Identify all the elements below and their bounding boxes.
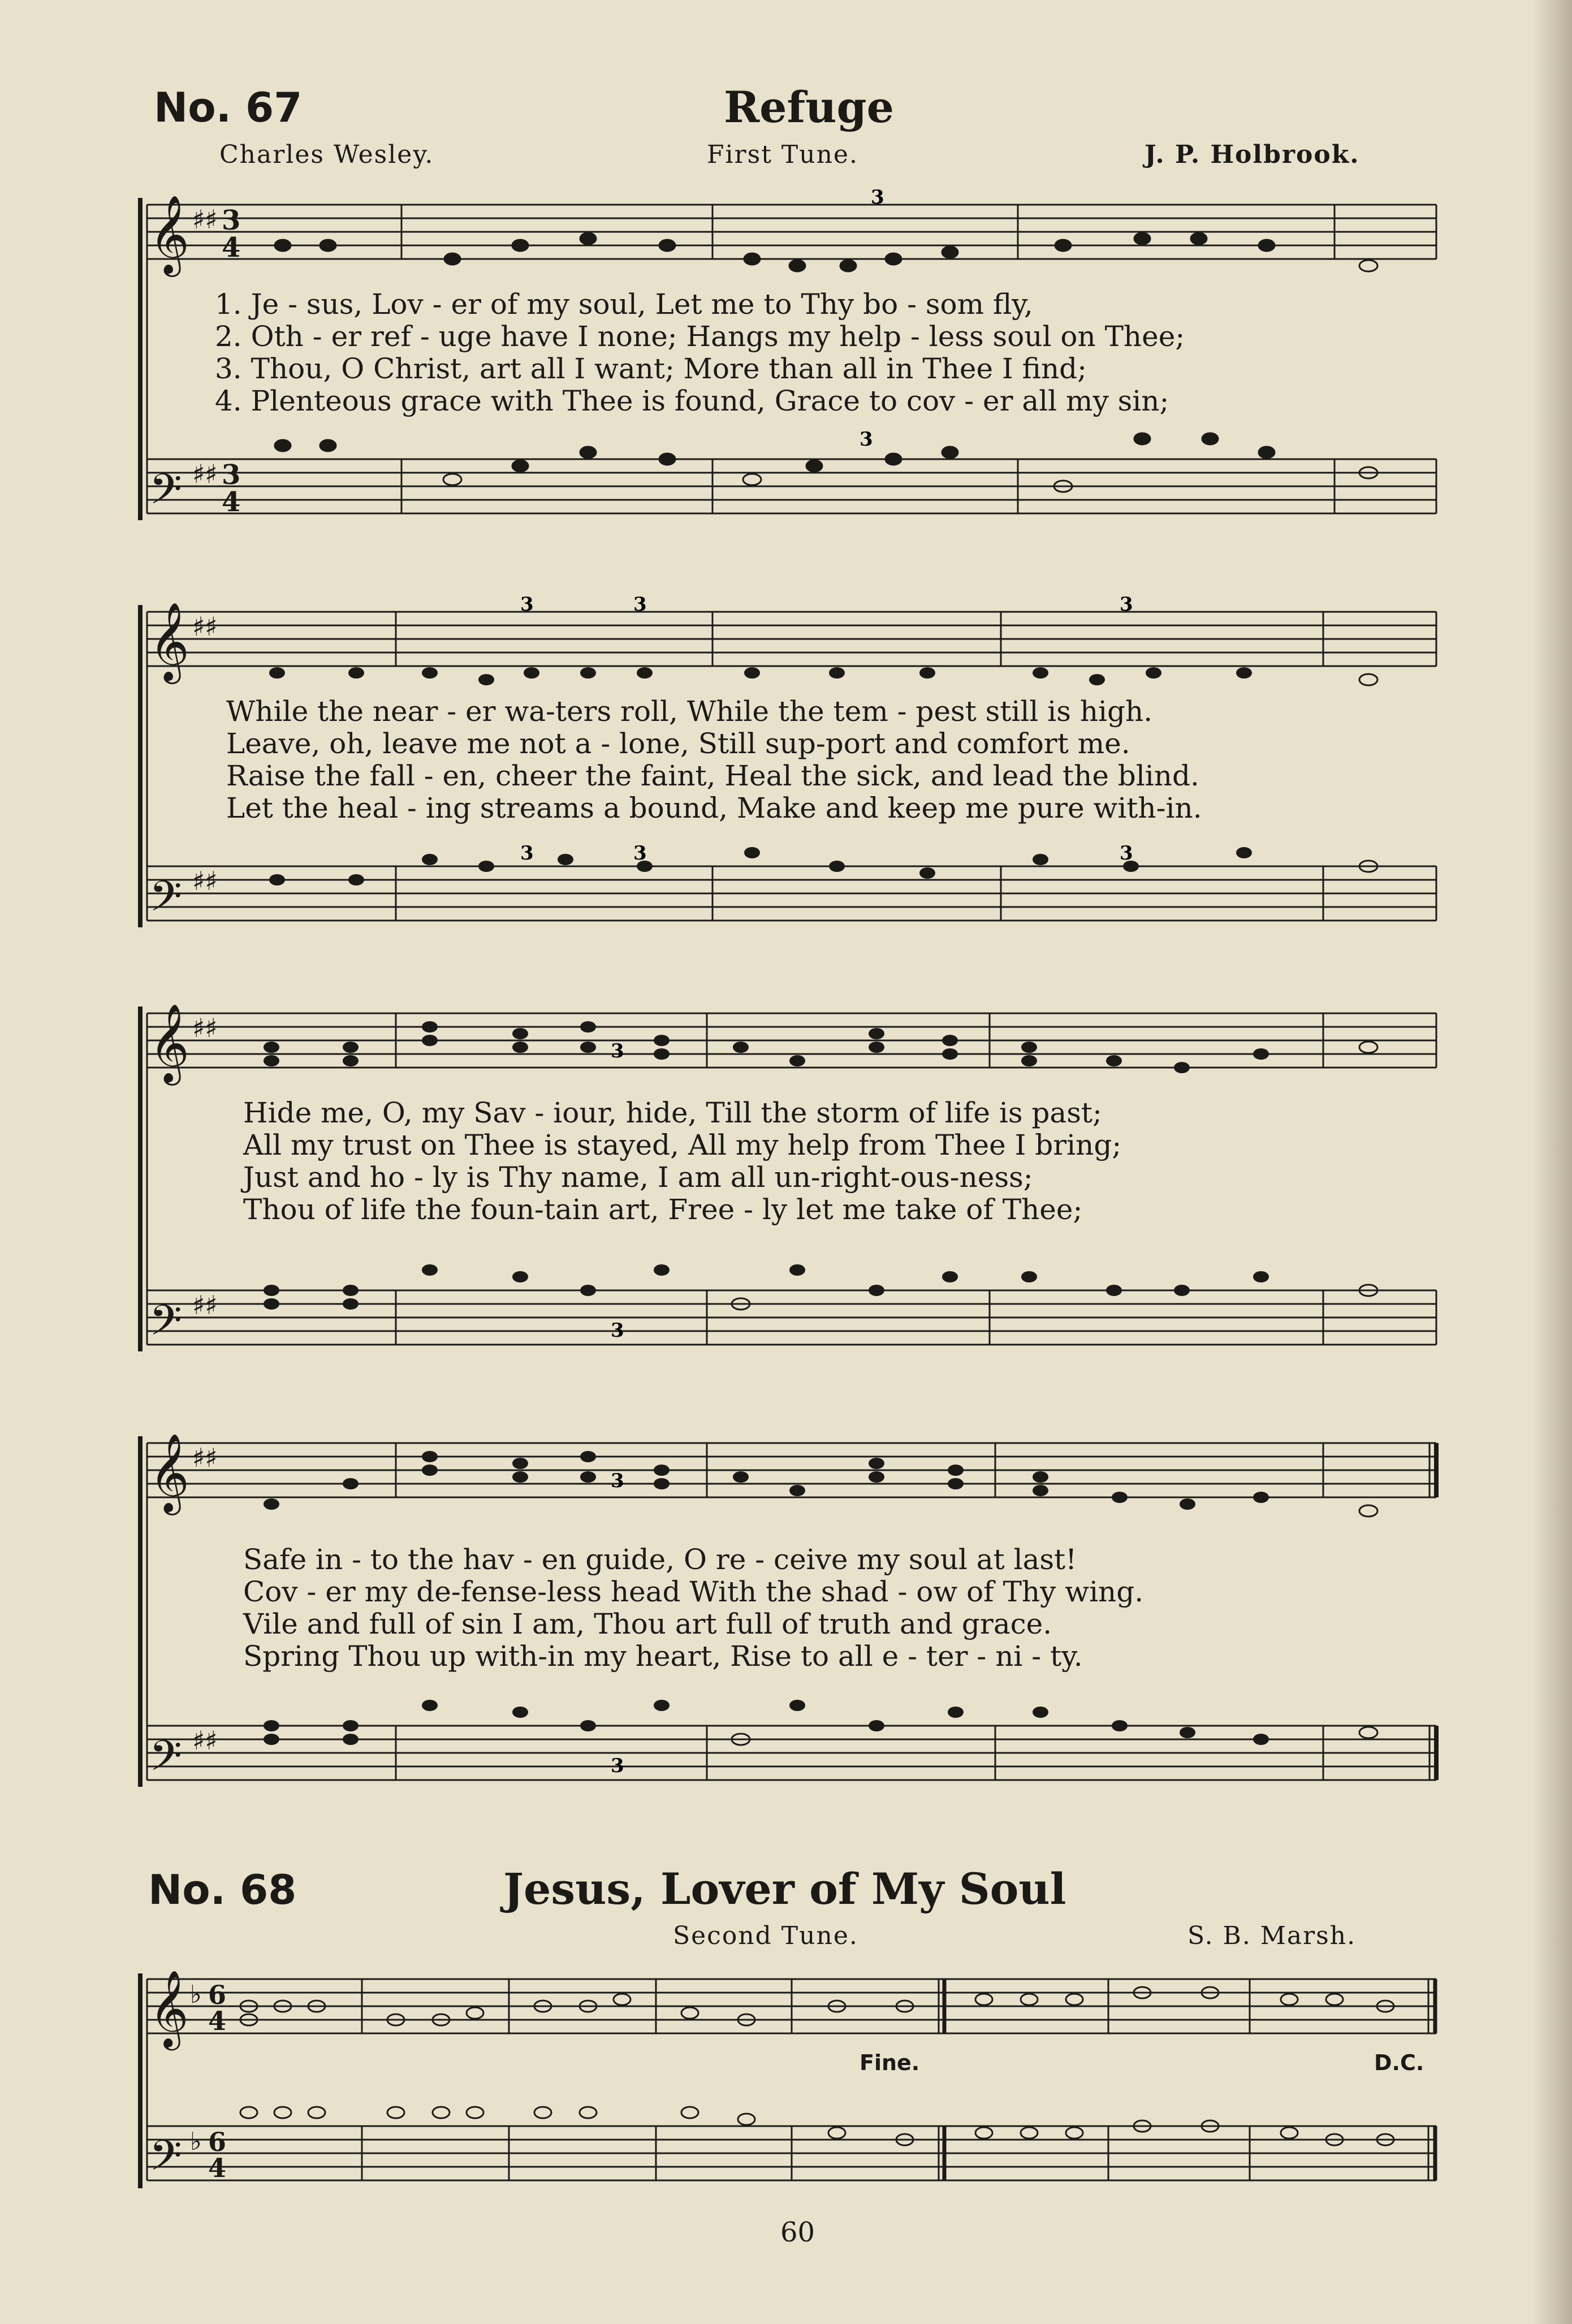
svg-text:𝄢: 𝄢 [149,465,182,524]
system-2-verse-4: Let the heal - ing streams a bound, Make and keep me pure with-in. [226,792,1202,824]
svg-text:3: 3 [633,842,647,865]
fine-marking: Fine. [860,2050,920,2075]
svg-text:3: 3 [860,428,873,451]
svg-text:𝄢: 𝄢 [149,872,182,931]
system-3-verse-1: Hide me, O, my Sav - iour, hide, Till the storm of life is past; [243,1096,1102,1129]
hymn-68-composer: S. B. Marsh. [1187,1921,1357,1950]
svg-text:6: 6 [208,2127,227,2157]
svg-text:♭: ♭ [190,1980,202,2009]
system-1-verse-2: 2. Oth - er ref - uge have I none; Hangs my help - less soul on Thee; [215,320,1185,353]
svg-text:𝄞: 𝄞 [149,1433,189,1512]
hymn-67-title: Refuge [724,82,894,132]
system-4-lyrics [243,1544,1487,1673]
svg-text:𝄢: 𝄢 [149,2131,182,2191]
music-system-3 [136,995,1442,1368]
svg-text:3: 3 [520,593,534,616]
dc-marking: D.C. [1374,2050,1424,2075]
system-1-verse-3: 3. Thou, O Christ, art all I want; More than all in Thee I find; [215,352,1087,385]
system-2-verse-2: Leave, oh, leave me not a - lone, Still sup-port and comfort me. [226,727,1130,760]
music-system-2 [136,594,1442,944]
system-2-lyrics [226,696,1470,824]
svg-text:𝄢: 𝄢 [149,1296,182,1355]
system-1-verse-1: 1. Je - sus, Lov - er of my soul, Let me to Thy bo - som fly, [215,288,1033,321]
page-edge-shadow [1532,0,1572,2324]
system-3-lyrics [243,1097,1487,1226]
system-4-verse-2: Cov - er my de-fense-less head With the shad - ow of Thy wing. [243,1575,1144,1608]
svg-text:♯♯: ♯♯ [192,1013,218,1043]
svg-text:4: 4 [222,486,241,518]
svg-text:𝄞: 𝄞 [149,1969,189,2047]
svg-text:♯♯: ♯♯ [192,1725,218,1756]
svg-text:4: 4 [208,2153,227,2183]
system-4-verse-4: Spring Thou up with-in my heart, Rise to all e - ter - ni - ty. [243,1640,1083,1673]
hymn-68-number: No. 68 [148,1866,297,1913]
music-system-hymn-68 [136,1968,1442,2200]
hymn-67-number: No. 67 [154,84,303,131]
hymn-67-lyricist: Charles Wesley. [219,140,434,169]
system-2-verse-3: Raise the fall - en, cheer the faint, Heal the sick, and lead the blind. [226,759,1199,792]
hymn-68-title: Jesus, Lover of My Soul [503,1864,1066,1914]
hymn-68-tune-label: Second Tune. [673,1921,858,1950]
svg-text:♯♯: ♯♯ [192,866,218,896]
system-1-lyrics [215,288,1459,417]
svg-text:3: 3 [1120,593,1133,616]
system-3-verse-3: Just and ho - ly is Thy name, I am all un-right-ous-ness; [243,1161,1033,1194]
svg-text:♯♯: ♯♯ [192,611,218,642]
system-3-verse-4: Thou of life the foun-tain art, Free - ly let me take of Thee; [243,1193,1083,1226]
svg-text:6: 6 [208,1980,227,2010]
svg-text:𝄢: 𝄢 [149,1731,182,1791]
page-number: 60 [780,2217,815,2248]
svg-text:♯♯: ♯♯ [192,1442,218,1473]
system-4-verse-1: Safe in - to the hav - en guide, O re - ceive my soul at last! [243,1543,1077,1576]
hymn-67-composer: J. P. Holbrook. [1145,140,1360,169]
svg-text:3: 3 [222,205,241,236]
hymn-68-staves [136,1968,1442,2200]
svg-text:𝄞: 𝄞 [149,1004,189,1082]
svg-text:𝄞: 𝄞 [149,602,189,681]
svg-text:4: 4 [208,2006,227,2036]
system-1-verse-4: 4. Plenteous grace with Thee is found, Grace to cov - er all my sin; [215,385,1169,417]
svg-text:4: 4 [222,232,241,263]
svg-text:3: 3 [611,1755,624,1777]
svg-text:3: 3 [611,1040,624,1062]
svg-text:3: 3 [633,593,647,616]
music-system-4 [136,1425,1442,1809]
svg-text:♭: ♭ [190,2127,202,2156]
svg-text:♯♯: ♯♯ [192,459,218,489]
system-3-verse-2: All my trust on Thee is stayed, All my help from Thee I bring; [243,1129,1122,1161]
svg-text:♯♯: ♯♯ [192,204,218,235]
music-system-1 [136,187,1442,537]
svg-text:♯♯: ♯♯ [192,1290,218,1320]
svg-text:3: 3 [871,186,884,209]
svg-text:3: 3 [1120,842,1133,865]
svg-text:3: 3 [611,1470,624,1492]
system-4-verse-3: Vile and full of sin I am, Thou art full of truth and grace. [243,1608,1052,1640]
svg-text:𝄞: 𝄞 [149,195,189,274]
svg-text:3: 3 [222,459,241,491]
system-2-verse-1: While the near - er wa-ters roll, While the tem - pest still is high. [226,695,1153,728]
hymn-67-tune-label: First Tune. [707,140,858,169]
svg-text:3: 3 [611,1319,624,1342]
svg-text:3: 3 [520,842,534,865]
